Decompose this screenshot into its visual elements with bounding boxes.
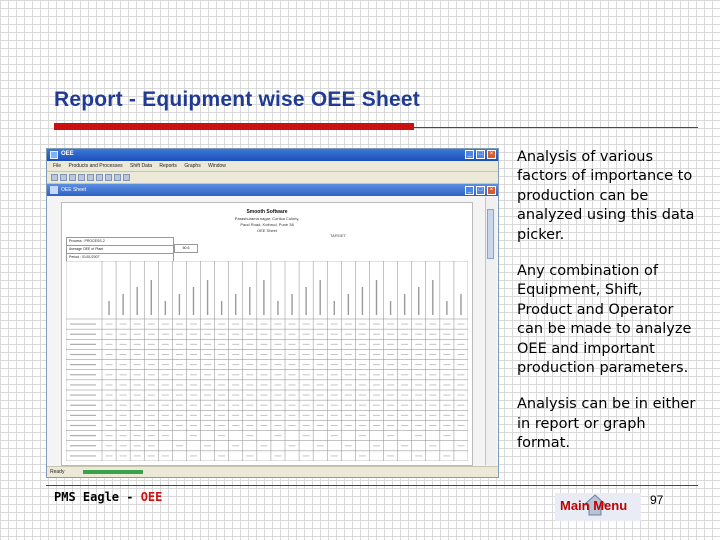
page-number: 97 xyxy=(650,493,664,507)
title-underline-thin xyxy=(414,127,698,128)
app-window-screenshot xyxy=(46,148,499,478)
status-text: Ready xyxy=(50,469,65,475)
report-table xyxy=(66,261,468,461)
report-address-2: Paud Road, Kothrud, Pune 38 xyxy=(240,222,294,227)
app-titlebar xyxy=(47,149,498,161)
minimize-icon[interactable]: _ xyxy=(465,150,474,159)
open-icon[interactable] xyxy=(60,174,67,181)
oee-report xyxy=(61,202,473,466)
slide-title: Report - Equipment wise OEE Sheet xyxy=(54,88,420,111)
menu-reports[interactable]: Reports xyxy=(159,163,177,169)
report-company: Smooth Software xyxy=(246,209,288,215)
menu-shift-data[interactable]: Shift Data xyxy=(130,163,153,169)
param-value: 60.6 xyxy=(174,244,198,253)
menu-file[interactable]: File xyxy=(53,163,62,169)
app-statusbar xyxy=(47,466,498,477)
footer-product: PMS Eagle - xyxy=(54,490,141,504)
maximize-icon[interactable]: □ xyxy=(476,150,485,159)
param-period: Period : 01/01/2007 xyxy=(66,253,174,261)
preview-icon[interactable] xyxy=(96,174,103,181)
oee-sheet-window-titlebar xyxy=(47,184,498,196)
report-sheet-title: OEE Sheet xyxy=(256,228,277,233)
status-progress xyxy=(83,470,143,474)
oee-sheet-title: OEE Sheet xyxy=(61,187,87,193)
param-average-oee: Average OEE of Plant xyxy=(66,245,174,253)
footer-module: OEE xyxy=(140,490,163,504)
app-toolbar xyxy=(47,172,498,184)
close-icon[interactable]: × xyxy=(487,150,496,159)
description-paragraph-1: Analysis of various factors of importance to production can be analyzed using this data picker. xyxy=(517,149,695,243)
refresh-icon[interactable] xyxy=(78,174,85,181)
description-paragraph-2: Any combination of Equipment, Shift, Product and Operator can be made to analyze OEE and important production parameters. xyxy=(517,263,692,377)
title-underline-red xyxy=(54,123,414,130)
scrollbar-thumb[interactable] xyxy=(487,209,494,259)
footer-left xyxy=(54,490,162,504)
menu-window[interactable]: Window xyxy=(208,163,226,169)
main-menu-label: Main Menu xyxy=(560,498,628,513)
app-menubar xyxy=(47,161,498,172)
title-underline xyxy=(54,123,698,130)
print-icon[interactable] xyxy=(87,174,94,181)
zoom-icon[interactable] xyxy=(123,174,130,181)
report-parameters xyxy=(66,237,190,261)
app-icon xyxy=(50,151,58,159)
report-address-1: Parashurama nagar, Cortica Colony, xyxy=(234,216,300,221)
save-icon[interactable] xyxy=(69,174,76,181)
sheet-icon xyxy=(50,186,58,194)
sheet-minimize-icon[interactable]: _ xyxy=(465,186,474,195)
footer-rule xyxy=(46,485,698,486)
menu-graphs[interactable]: Graphs xyxy=(184,163,201,169)
description-panel xyxy=(517,148,699,454)
report-target-label: TARGET xyxy=(330,233,346,238)
description-paragraph-3: Analysis can be in either in report or graph format. xyxy=(517,396,696,452)
sheet-close-icon[interactable]: × xyxy=(487,186,496,195)
sheet-maximize-icon[interactable]: □ xyxy=(476,186,485,195)
param-process: Process : PROCESS-2 xyxy=(66,237,174,245)
menu-products-processes[interactable]: Products and Processes xyxy=(68,163,123,169)
vertical-scrollbar[interactable] xyxy=(485,197,496,465)
main-menu-button[interactable] xyxy=(555,493,641,521)
search-icon[interactable] xyxy=(105,174,112,181)
app-title: OEE xyxy=(61,151,74,157)
export-icon[interactable] xyxy=(114,174,121,181)
report-viewer xyxy=(47,196,498,467)
new-icon[interactable] xyxy=(51,174,58,181)
